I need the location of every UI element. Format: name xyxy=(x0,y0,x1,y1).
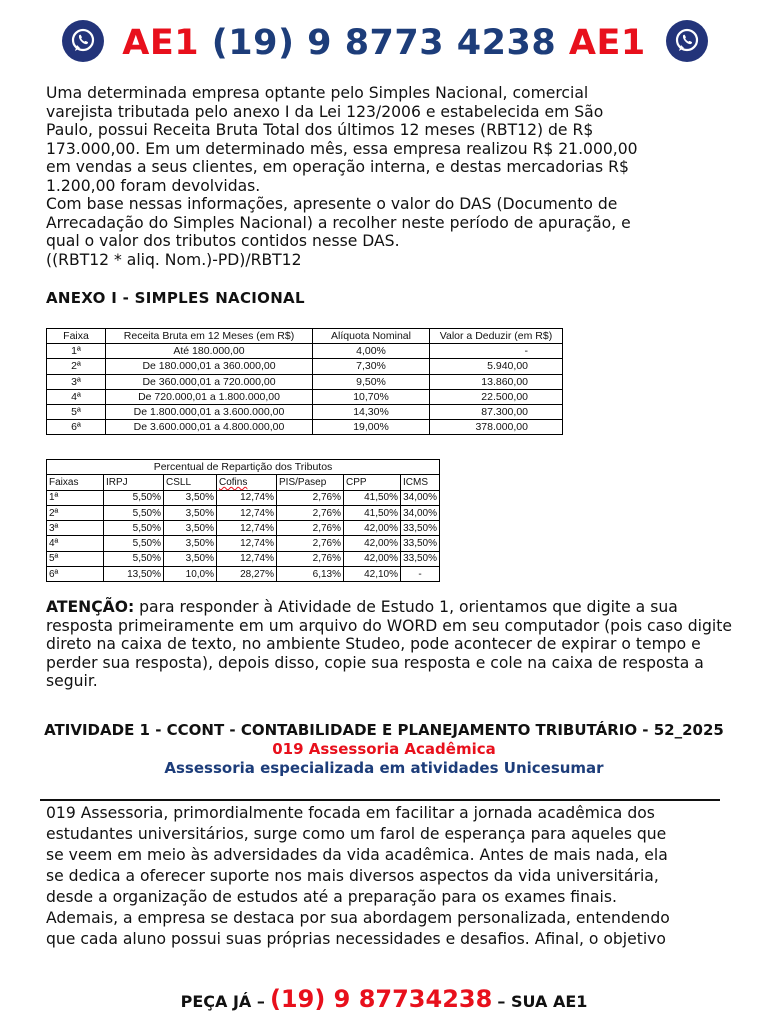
divider xyxy=(40,799,720,801)
table-cell: 12,74% xyxy=(217,551,277,566)
column-header: Faixas xyxy=(47,475,104,490)
table-cell: 3,50% xyxy=(164,521,217,536)
activity-title: ATIVIDADE 1 - CCONT - CONTABILIDADE E PLANEJAMENTO TRIBUTÁRIO - 52_2025 xyxy=(44,721,724,739)
table-cell: 22.500,00 xyxy=(430,389,563,404)
table-row xyxy=(47,505,440,520)
table-row xyxy=(47,567,440,582)
assessoria-paragraph: 019 Assessoria, primordialmente focada em facilitar a jornada acadêmica dos estudantes universitários, surge como um farol de esperança para aqueles que se veem em meio às adversidades da vida acadêmica. Antes de mais nada, ela se dedica a oferecer suporte nos mais diversos aspectos da vida universitária, desde a organização de estudos até a preparação para os exames finais. Ademais, a empresa se destaca por sua abordagem personalizada, entendendo que cada aluno possui suas próprias necessidades e desafios. Afinal, o objetivo xyxy=(46,804,670,948)
table-cell: 3,50% xyxy=(164,536,217,551)
table-row xyxy=(47,374,563,389)
table-cell: 5,50% xyxy=(104,521,164,536)
table-cell: De 3.600.000,01 a 4.800.000,00 xyxy=(106,420,313,435)
table-cell: 1ª xyxy=(47,344,106,359)
table-row xyxy=(47,420,563,435)
table-cell: 2,76% xyxy=(277,490,344,505)
table-cell: 4ª xyxy=(47,536,104,551)
table-cell: 2,76% xyxy=(277,551,344,566)
attention-note xyxy=(46,598,736,691)
table-cell: 2ª xyxy=(47,359,106,374)
table-row xyxy=(47,404,563,419)
table-cell: 9,50% xyxy=(313,374,430,389)
column-header: Receita Bruta em 12 Meses (em R$) xyxy=(106,329,313,344)
table-cell: 1ª xyxy=(47,490,104,505)
table-cell: 6ª xyxy=(47,420,106,435)
table-cell: 13.860,00 xyxy=(430,374,563,389)
table-cell: 42,10% xyxy=(344,567,401,582)
table-cell: 4,00% xyxy=(313,344,430,359)
table-cell: 33,50% xyxy=(401,521,440,536)
header-phone-line xyxy=(122,23,646,63)
table-cell: 7,30% xyxy=(313,359,430,374)
table-row xyxy=(47,490,440,505)
table-cell: 3,50% xyxy=(164,490,217,505)
table-cell: 5.940,00 xyxy=(430,359,563,374)
column-header: ICMS xyxy=(401,475,440,490)
column-header: CPP xyxy=(344,475,401,490)
column-header: PIS/Pasep xyxy=(277,475,344,490)
activity-subtitle-red: 019 Assessoria Acadêmica xyxy=(272,740,496,758)
table-cell: 42,00% xyxy=(344,551,401,566)
column-header xyxy=(217,475,277,490)
table-cell: De 360.000,01 a 720.000,00 xyxy=(106,374,313,389)
table-cell: 4ª xyxy=(47,389,106,404)
table-cell: - xyxy=(401,567,440,582)
table-cell: 2,76% xyxy=(277,521,344,536)
footer-banner xyxy=(0,985,768,1013)
table-row xyxy=(47,551,440,566)
table-caption-row xyxy=(47,460,440,475)
table-cell: 3ª xyxy=(47,521,104,536)
reparticao-table xyxy=(46,459,440,582)
table-cell: 5ª xyxy=(47,551,104,566)
aliquota-table xyxy=(46,328,563,435)
table-header-row xyxy=(47,475,440,490)
table-cell: 5,50% xyxy=(104,505,164,520)
table-cell: 6ª xyxy=(47,567,104,582)
table-cell: De 720.000,01 a 1.800.000,00 xyxy=(106,389,313,404)
table-row xyxy=(47,536,440,551)
attention-text: para responder à Atividade de Estudo 1, orientamos que digite a sua resposta primeiramente em um arquivo do WORD em seu computador (pois caso digite direto na caixa de texto, no ambiente Studeo, pode acontecer de expirar o tempo e perder sua resposta), depois disso, copie sua resposta e cole na caixa de resposta a seguir. xyxy=(46,598,732,691)
table-cell: 12,74% xyxy=(217,521,277,536)
activity-title-block xyxy=(40,721,728,778)
activity-subtitle-blue: Assessoria especializada em atividades Unicesumar xyxy=(164,759,604,777)
table-row xyxy=(47,359,563,374)
column-header: Alíquota Nominal xyxy=(313,329,430,344)
table-cell: 12,74% xyxy=(217,505,277,520)
table-cell: 2ª xyxy=(47,505,104,520)
footer-right: – SUA AE1 xyxy=(497,992,588,1011)
table-caption: Percentual de Repartição dos Tributos xyxy=(47,460,440,475)
table-cell: 41,50% xyxy=(344,490,401,505)
whatsapp-icon[interactable] xyxy=(666,20,708,62)
column-header: IRPJ xyxy=(104,475,164,490)
table-cell: De 180.000,01 a 360.000,00 xyxy=(106,359,313,374)
header-suffix: AE1 xyxy=(568,23,646,63)
table-cell: 87.300,00 xyxy=(430,404,563,419)
table-cell: 12,74% xyxy=(217,490,277,505)
table-cell: 28,27% xyxy=(217,567,277,582)
attention-label: ATENÇÃO: xyxy=(46,598,135,616)
column-header: Faixa xyxy=(47,329,106,344)
table-cell: 34,00% xyxy=(401,505,440,520)
table-cell: 33,50% xyxy=(401,536,440,551)
cofins-label: Cofins xyxy=(219,476,248,488)
header-phone[interactable]: (19) 9 8773 4238 xyxy=(211,23,557,63)
table-cell: De 1.800.000,01 a 3.600.000,00 xyxy=(106,404,313,419)
question-paragraph: Uma determinada empresa optante pelo Simples Nacional, comercial varejista tributada pelo anexo I da Lei 123/2006 e estabelecida em São Paulo, possui Receita Bruta Total dos últimos 12 meses (RBT12) de R$ 173.000,00. Em um determinado mês, essa empresa realizou R$ 21.000,00 em vendas a seus clientes, em operação interna, e destas mercadorias R$ 1.200,00 foram devolvidas. Com base nessas informações, apresente o valor do DAS (Documento de Arrecadação do Simples Nacional) a recolher neste período de apuração, e qual o valor dos tributos contidos nesse DAS. ((RBT12 * aliq. Nom.)-PD)/RBT12 xyxy=(46,84,638,269)
table-cell: 5ª xyxy=(47,404,106,419)
whatsapp-icon[interactable] xyxy=(62,20,104,62)
footer-left: PEÇA JÁ – xyxy=(180,992,265,1011)
table-row xyxy=(47,344,563,359)
table-cell: 13,50% xyxy=(104,567,164,582)
table-cell: 12,74% xyxy=(217,536,277,551)
table-cell: 2,76% xyxy=(277,505,344,520)
table-cell: 42,00% xyxy=(344,521,401,536)
table-cell: 5,50% xyxy=(104,551,164,566)
table-cell: 3,50% xyxy=(164,505,217,520)
table-cell: 33,50% xyxy=(401,551,440,566)
table-cell: 3ª xyxy=(47,374,106,389)
table-cell: 19,00% xyxy=(313,420,430,435)
table-cell: 5,50% xyxy=(104,536,164,551)
anexo-heading: ANEXO I - SIMPLES NACIONAL xyxy=(46,289,305,307)
footer-phone[interactable]: (19) 9 87734238 xyxy=(269,985,493,1013)
table-cell: 3,50% xyxy=(164,551,217,566)
header-prefix: AE1 xyxy=(122,23,200,63)
column-header: CSLL xyxy=(164,475,217,490)
table-cell: 41,50% xyxy=(344,505,401,520)
table-cell: 10,0% xyxy=(164,567,217,582)
table-cell: 2,76% xyxy=(277,536,344,551)
table-cell: 14,30% xyxy=(313,404,430,419)
table-cell: 378.000,00 xyxy=(430,420,563,435)
table-header-row xyxy=(47,329,563,344)
table-row xyxy=(47,521,440,536)
table-cell: 10,70% xyxy=(313,389,430,404)
table-cell: 5,50% xyxy=(104,490,164,505)
table-row xyxy=(47,389,563,404)
header-banner xyxy=(0,18,768,68)
column-header: Valor a Deduzir (em R$) xyxy=(430,329,563,344)
table-cell: 42,00% xyxy=(344,536,401,551)
table-cell: 6,13% xyxy=(277,567,344,582)
table-cell: Até 180.000,00 xyxy=(106,344,313,359)
table-cell: 34,00% xyxy=(401,490,440,505)
table-cell: - xyxy=(430,344,563,359)
